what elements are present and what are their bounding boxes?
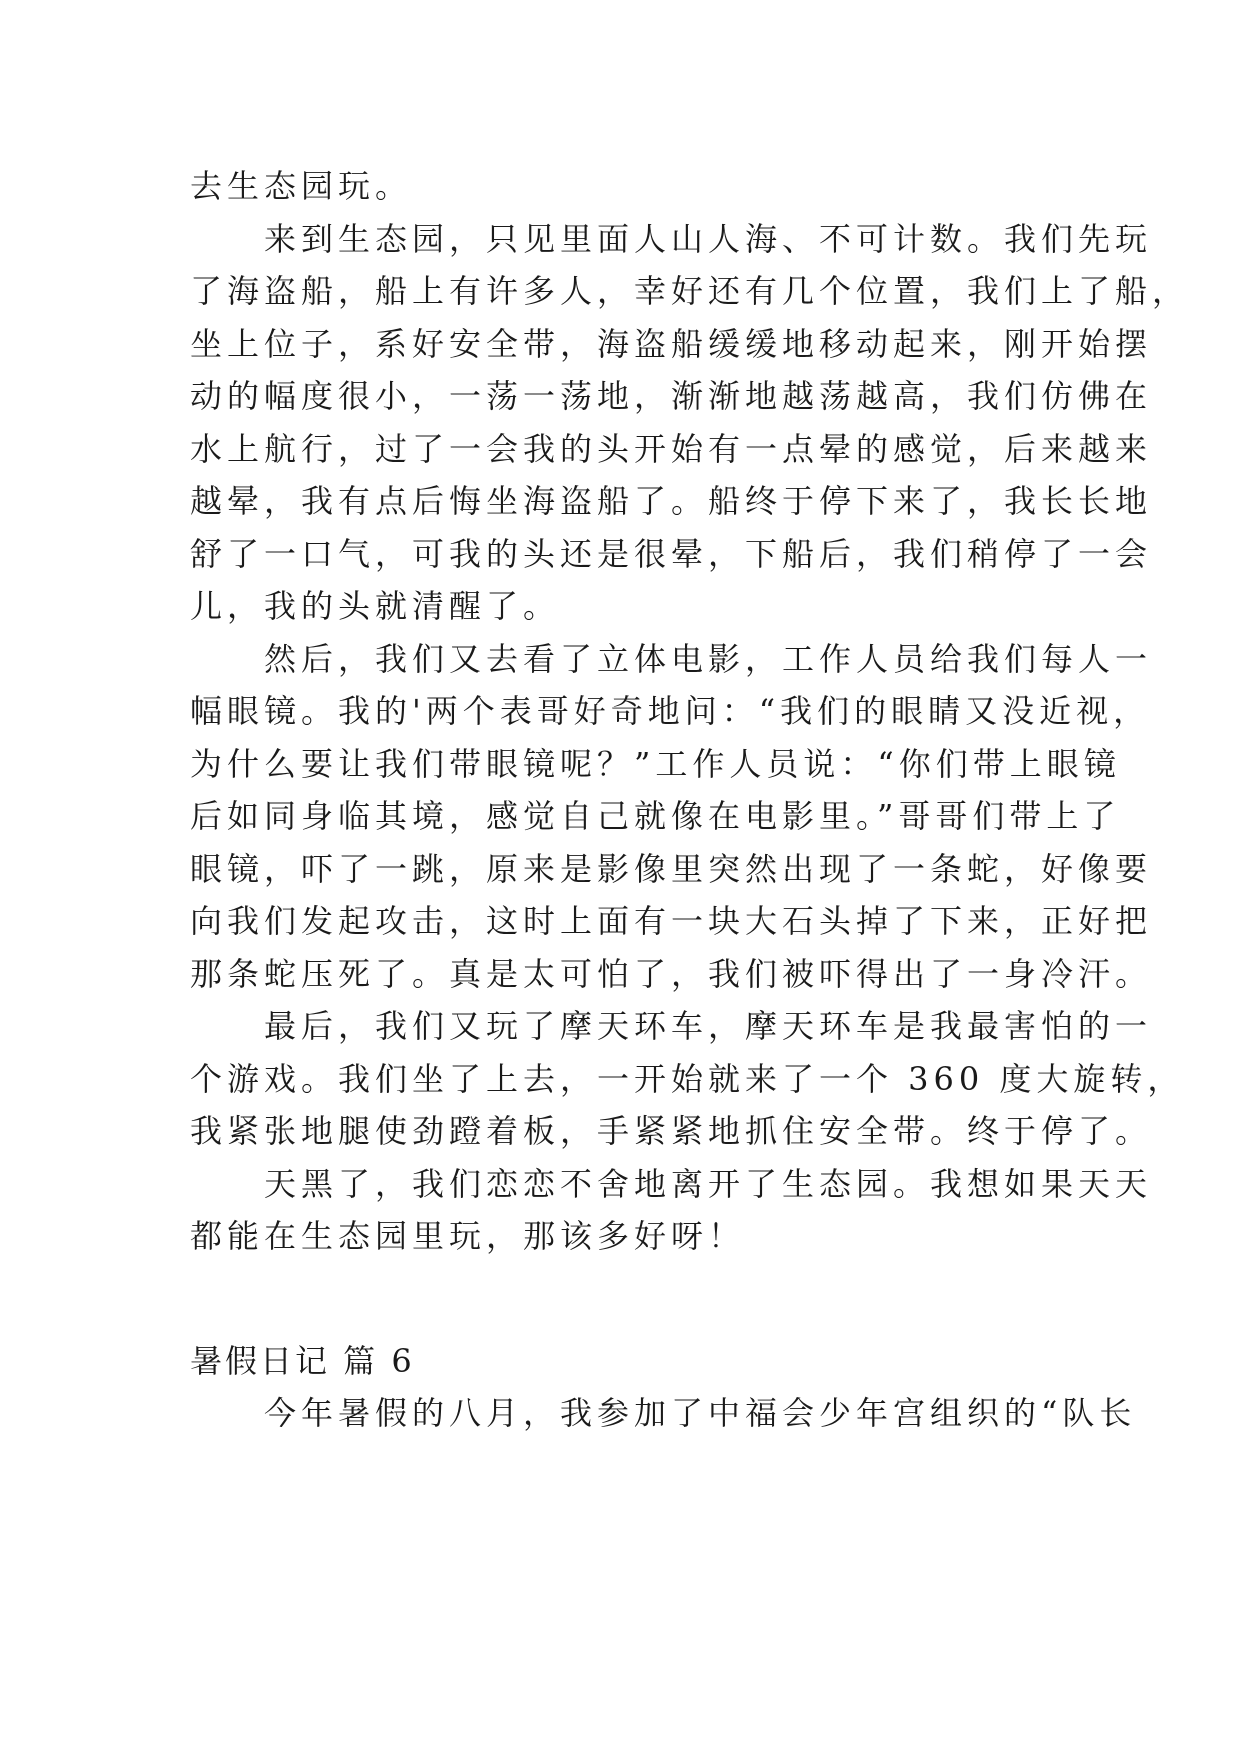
- text-line: 坐上位子，系好安全带，海盗船缓缓地移动起来，刚开始摆: [190, 324, 1153, 363]
- section-spacer: [190, 1263, 1070, 1335]
- text-line: 舒了一口气，可我的头还是很晕，下船后，我们稍停了一会: [190, 534, 1153, 573]
- paragraph-3d-movie: [190, 633, 1153, 1001]
- text-line: 为什么要让我们带眼镜呢？”工作人员说：“你们带上眼镜: [190, 744, 1121, 783]
- text-line: 个游戏。我们坐了上去，一开始就来了一个 360 度大旋转，: [190, 1059, 1185, 1098]
- text-line: 天黑了，我们恋恋不舍地离开了生态园。我想如果天天: [264, 1164, 1153, 1203]
- text-line: 来到生态园，只见里面人山人海、不可计数。我们先玩: [264, 219, 1153, 258]
- paragraph-next-entry: [190, 1387, 1137, 1440]
- text-line: 幅眼镜。我的'两个表哥好奇地问：“我们的眼睛又没近视，: [190, 692, 1151, 730]
- text-line: 去生态园玩。: [190, 167, 413, 205]
- paragraph-ferris-ride: [190, 1000, 1185, 1158]
- text-line: 动的幅度很小，一荡一荡地，渐渐地越荡越高，我们仿佛在: [190, 377, 1153, 415]
- text-line: 越晕，我有点后悔坐海盗船了。船终于停下来了，我长长地: [190, 482, 1153, 520]
- text-line: 今年暑假的八月，我参加了中福会少年宫组织的“队长: [264, 1394, 1137, 1432]
- paragraph-ending: [190, 1158, 1153, 1263]
- text-line: 水上航行，过了一会我的头开始有一点晕的感觉，后来越来: [190, 429, 1153, 468]
- section-heading: 暑假日记 篇 6: [190, 1341, 415, 1380]
- text-line: 最后，我们又玩了摩天环车，摩天环车是我最害怕的一: [264, 1007, 1153, 1045]
- text-line: 眼镜，吓了一跳，原来是影像里突然出现了一条蛇，好像要: [190, 849, 1153, 888]
- paragraph-pirate-ship: [190, 213, 1190, 633]
- paragraph-continuation: [190, 160, 1070, 213]
- document-body: [190, 160, 1190, 1440]
- text-line: 我紧张地腿使劲蹬着板，手紧紧地抓住安全带。终于停了。: [190, 1112, 1153, 1150]
- text-line: 后如同身临其境，感觉自己就像在电影里。”哥哥们带上了: [190, 797, 1121, 835]
- text-line: 都能在生态园里玩，那该多好呀！: [190, 1217, 746, 1255]
- text-line: 儿，我的头就清醒了。: [190, 587, 561, 625]
- text-line: 了海盗船，船上有许多人，幸好还有几个位置，我们上了船，: [190, 272, 1190, 310]
- text-line: 然后，我们又去看了立体电影，工作人员给我们每人一: [264, 639, 1153, 678]
- text-line: 向我们发起攻击，这时上面有一块大石头掉了下来，正好把: [190, 902, 1153, 940]
- text-line: 那条蛇压死了。真是太可怕了，我们被吓得出了一身冷汗。: [190, 954, 1153, 993]
